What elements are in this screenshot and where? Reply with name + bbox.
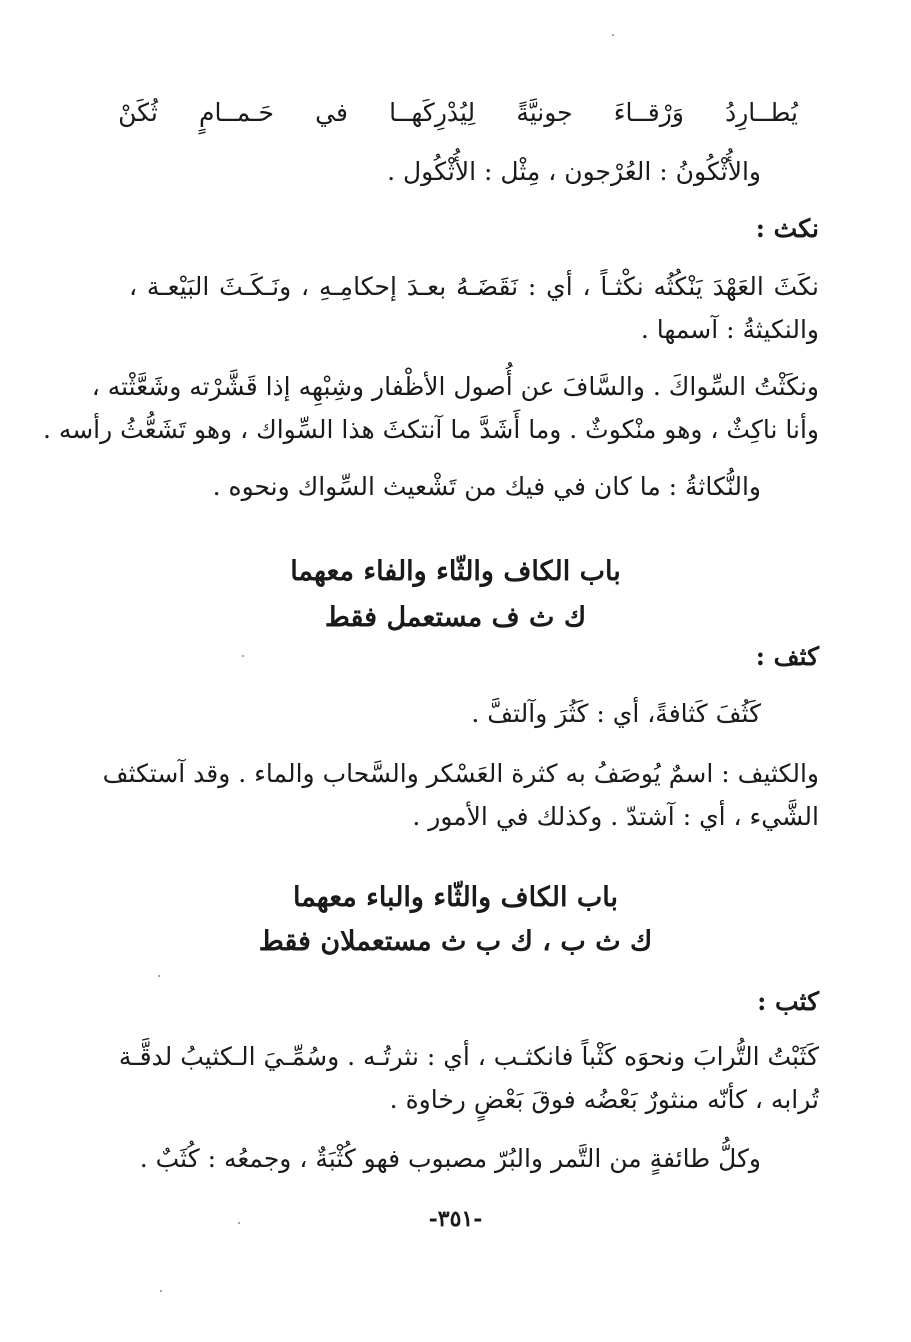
scan-speck — [242, 655, 244, 657]
scan-speck — [160, 1290, 162, 1292]
text-line: الشَّيء ، أي : آشتدّ . وكذلك في الأمور . — [412, 802, 819, 831]
chapter-title: باب الكاف والثّاء والباء معهما — [292, 882, 619, 913]
text-line: كَثَبْتُ التُّرابَ ونحوَه كَثْباً فانكثـب ، أي : نثرتُـه . وسُمِّـيَ الـكثيبُ لدقَّـة — [118, 1042, 819, 1071]
verse-word: وَرْقــاءَ — [613, 97, 684, 127]
entry-heading-kthb: كثب : — [757, 987, 819, 1016]
scan-speck — [612, 34, 614, 36]
scan-speck — [238, 1222, 240, 1224]
verse-word: يُطــارِدُ — [725, 97, 798, 127]
text-line: والنُّكاثةُ : ما كان في فيك من تَشْعيث السِّواك ونحوه . — [212, 472, 761, 501]
verse-word: جونيَّةً — [516, 97, 573, 127]
entry-heading-nkth: نكث : — [755, 214, 819, 243]
text-line: والأُثْكُونُ : العُرْجون ، مِثْل : الأُثْكُول . — [387, 157, 761, 186]
text-line: وأنا ناكِثٌ ، وهو منْكوثٌ . وما أَشَدَّ ما آنتكثَ هذا السِّواك ، وهو تَشَعُّثُ رأسه . — [42, 415, 819, 444]
verse-word: ثُكَنْ — [118, 97, 158, 127]
text-line: ونكَثْتُ السِّواكَ . والسَّافَ عن أُصول الأظْفار وشِبْهِه إذا قَشَّرْته وشَعَّثْته ، — [91, 372, 819, 401]
chapter-subtitle: ك ث ف مستعمل فقط — [324, 602, 587, 633]
scan-speck — [158, 975, 160, 977]
text-line: تُرابه ، كأنّه منثورٌ بَعْضُه فوقَ بَعْضٍ رخاوة . — [389, 1085, 819, 1114]
verse-word: لِيُدْرِكَهــا — [389, 97, 476, 127]
verse-word: في — [315, 97, 348, 127]
chapter-subtitle: ك ث ب ، ك ب ث مستعملان فقط — [258, 926, 653, 957]
text-line: والكثيف : اسمٌ يُوصَفُ به كثرة العَسْكر والسَّحاب والماء . وقد آستكثف — [102, 759, 819, 788]
page-number: -٣٥١- — [428, 1206, 483, 1232]
text-line: نكَثَ العَهْدَ يَنْكُثُه نكْثـاً ، أي : نَقَضَـهُ بعـدَ إحكامِـهِ ، ونَـكَـثَ البَيْعـة ، — [129, 272, 819, 301]
text-line: كَثُفَ كَثافةً، أي : كَثُرَ وآلتفَّ . — [471, 699, 761, 728]
text-line: وكلُّ طائفةٍ من التَّمر والبُرّ مصبوب فهو كُثْبَةٌ ، وجمعُه : كُثَبٌ . — [139, 1144, 761, 1173]
chapter-title: باب الكاف والثّاء والفاء معهما — [290, 556, 621, 587]
entry-heading-kthf: كثف : — [755, 642, 819, 671]
poetry-verse — [118, 92, 798, 132]
text-line: والنكيثةُ : آسمها . — [640, 315, 819, 344]
verse-word: حَـمــامٍ — [199, 97, 275, 127]
